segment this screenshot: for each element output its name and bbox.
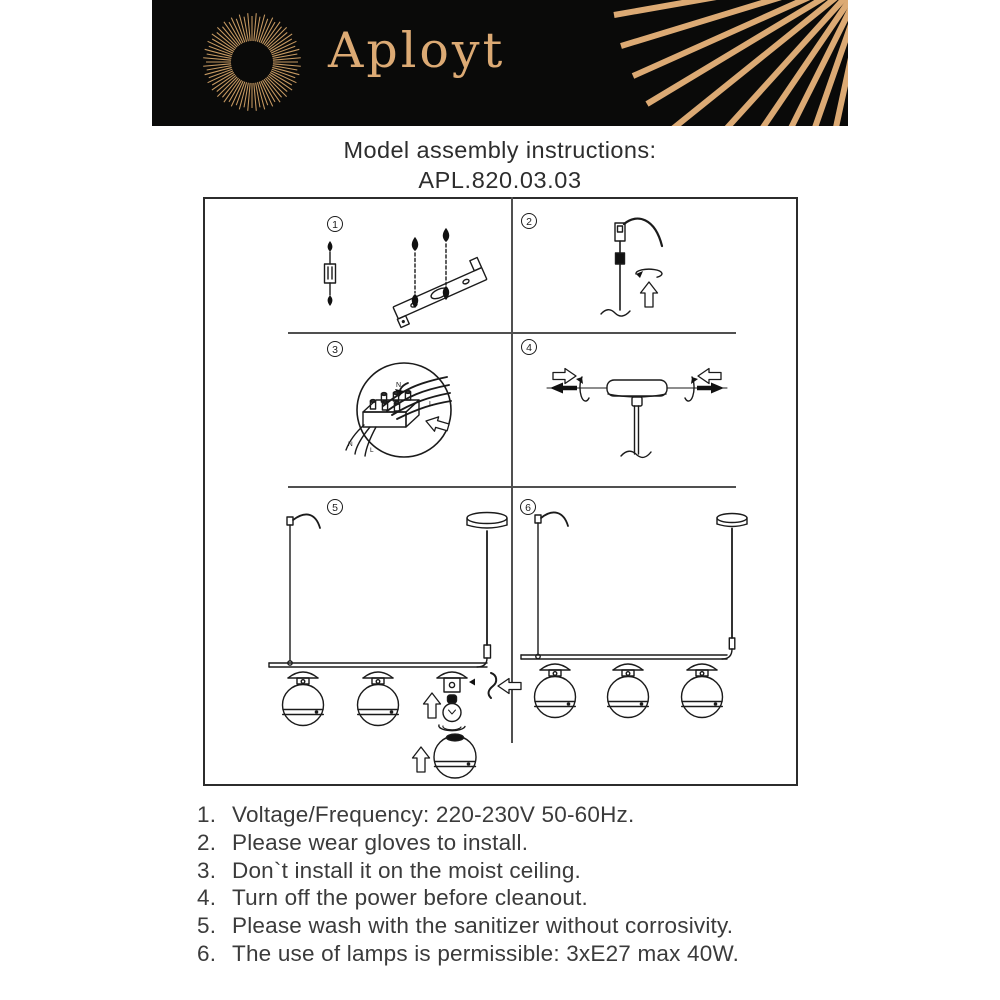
- brand-banner: [152, 0, 848, 126]
- suspension-cable-arc: [541, 512, 568, 526]
- cable-anchor: [535, 515, 541, 523]
- assembly-diagram: [203, 197, 798, 786]
- ceiling-canopy: [467, 513, 507, 524]
- push-arrow-icon: [553, 369, 576, 384]
- grid-dividers: [288, 197, 736, 743]
- note-text: The use of lamps is permissible: 3xE27 max 40W.: [232, 940, 740, 966]
- note-row: [197, 912, 897, 940]
- step-5-drawing: [269, 513, 521, 779]
- mounting-bracket: [388, 257, 491, 327]
- wire-label-n: N: [348, 441, 353, 448]
- globe-shade: [283, 672, 324, 726]
- wire-label-l: L: [429, 401, 433, 408]
- attach-arrow-icon: [498, 679, 521, 694]
- wire-label-n: N: [396, 382, 402, 389]
- note-row: [197, 801, 897, 829]
- push-arrow-icon: [698, 369, 721, 384]
- break-wave: [621, 451, 651, 457]
- starburst-logo-icon: [203, 13, 301, 111]
- note-row: [197, 884, 897, 912]
- step-1-drawing: [325, 228, 491, 328]
- model-number: APL.820.03.03: [418, 167, 582, 193]
- step-3-drawing: [346, 363, 451, 457]
- ceiling-canopy: [607, 380, 667, 396]
- title-block: [0, 137, 1000, 194]
- step-2-number: 2: [521, 213, 537, 229]
- note-row: [197, 940, 897, 968]
- break-wave: [601, 310, 630, 316]
- globe-shade: [682, 664, 723, 718]
- sheet-title: Model assembly instructions:: [343, 137, 657, 163]
- up-arrow-icon: [413, 747, 430, 772]
- safety-notes: [197, 801, 897, 968]
- power-cable: [624, 219, 662, 246]
- rod-coupler: [484, 645, 491, 658]
- cable-anchor: [287, 517, 293, 525]
- globe-shade: [608, 664, 649, 718]
- slide-arrow-icon: [697, 383, 724, 394]
- step-6-number: 6: [520, 499, 536, 515]
- light-bulb: [443, 695, 461, 722]
- corner-rays-icon: [614, 0, 848, 126]
- step-2-drawing: [601, 219, 662, 316]
- up-arrow-icon: [641, 282, 658, 307]
- note-text: Voltage/Frequency: 220-230V 50-60Hz.: [232, 802, 635, 827]
- screw-tip-icon: [328, 241, 333, 252]
- note-number: 6.: [197, 940, 217, 966]
- note-row: [197, 857, 897, 885]
- note-number: 2.: [197, 829, 217, 855]
- globe-shade: [535, 664, 576, 718]
- screw-icon: [443, 228, 449, 242]
- note-row: [197, 829, 897, 857]
- wire-label-l: L: [370, 447, 374, 454]
- ceiling-canopy: [717, 514, 747, 523]
- step-4-drawing: [547, 369, 727, 458]
- magnifier-circle: [357, 363, 451, 457]
- step-6-drawing: [521, 512, 747, 717]
- globe-shade-exploded: [434, 734, 476, 778]
- brand-name: Aployt: [328, 22, 506, 79]
- note-number: 1.: [197, 802, 217, 827]
- retaining-ring: [439, 725, 465, 731]
- step-3-number: 3: [327, 341, 343, 357]
- suspension-cable-arc: [293, 514, 320, 528]
- step-5-number: 5: [327, 499, 343, 515]
- screw-icon: [412, 237, 418, 251]
- note-text: Please wear gloves to install.: [232, 829, 529, 855]
- step-4-number: 4: [521, 339, 537, 355]
- rod-coupler: [729, 638, 735, 649]
- lamp-socket: [437, 672, 475, 692]
- rod-coupler: [616, 253, 625, 264]
- note-number: 3.: [197, 857, 217, 883]
- wall-anchor: [325, 264, 336, 283]
- slide-arrow-icon: [550, 383, 577, 394]
- note-text: Don`t install it on the moist ceiling.: [232, 857, 582, 883]
- assembly-steps-drawing: [203, 197, 798, 786]
- globe-shade: [358, 672, 399, 726]
- note-text: Please wash with the sanitizer without corrosivity.: [232, 913, 734, 939]
- screw-tip-icon: [328, 295, 333, 306]
- note-text: Turn off the power before cleanout.: [232, 885, 588, 911]
- up-arrow-icon: [424, 693, 441, 718]
- cable-hook: [489, 673, 497, 698]
- note-number: 5.: [197, 913, 217, 939]
- note-number: 4.: [197, 885, 217, 911]
- step-1-number: 1: [327, 216, 343, 232]
